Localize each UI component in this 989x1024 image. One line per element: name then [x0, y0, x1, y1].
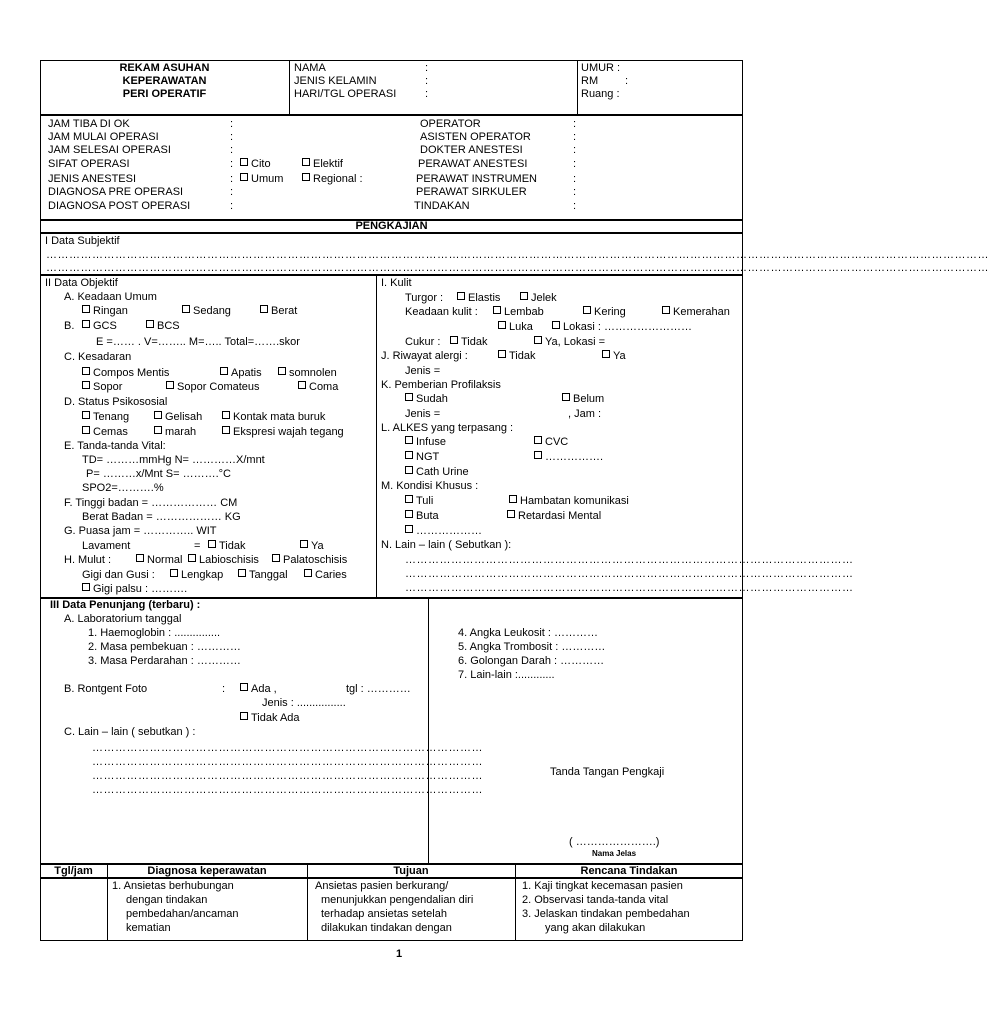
checkbox-icon [509, 495, 517, 503]
ekspresi-checkbox[interactable]: Ekspresi wajah tegang [222, 426, 344, 439]
trombosit-field[interactable]: 5. Angka Trombosit : ………… [458, 641, 606, 653]
checkbox-icon [507, 510, 515, 518]
checkbox-icon [450, 336, 458, 344]
checkbox-icon [405, 510, 413, 518]
checkbox-icon [82, 367, 90, 375]
checkbox-icon [82, 381, 90, 389]
b-label: B. [64, 320, 75, 332]
checkbox-icon [240, 683, 248, 691]
nama-label: NAMA [294, 62, 326, 74]
lain-lain-label: N. Lain – lain ( Sebutkan ): [381, 539, 512, 551]
rm-label: RM [581, 75, 599, 87]
keadaan-umum-label: A. Keadaan Umum [64, 291, 157, 303]
vital-label: E. Tanda-tanda Vital: [64, 440, 166, 452]
checkbox-icon [662, 306, 670, 314]
labioschisis-checkbox[interactable]: Labioschisis [188, 554, 259, 567]
umum-checkbox[interactable]: Umum [240, 173, 283, 186]
umur-label: UMUR : [581, 62, 621, 74]
checkbox-icon [534, 336, 542, 344]
cath-urine-checkbox[interactable]: Cath Urine [405, 466, 469, 479]
kering-checkbox[interactable]: Kering [583, 306, 626, 319]
operator-label: OPERATOR [420, 118, 481, 130]
evm-field[interactable]: E =…… . V=…….. M=….. Total=…….skor [96, 336, 300, 348]
penunjang-lain-line-1[interactable]: ………………………………………………………………………………………… [92, 742, 483, 754]
checkbox-icon [405, 525, 413, 533]
subjektif-line-1[interactable]: ………………………………………………………………………………………………………………………………………………………………………………………………………………………… [46, 249, 989, 261]
rontgent-colon: : [222, 683, 226, 695]
checkbox-icon [405, 393, 413, 401]
masa-perdarahan-field[interactable]: 3. Masa Perdarahan : ………… [88, 655, 241, 667]
kontak-mata-checkbox[interactable]: Kontak mata buruk [222, 411, 325, 424]
rontgent-tgl-field[interactable]: tgl : ………… [346, 683, 411, 695]
haemoglobin-field[interactable]: 1. Haemoglobin : ............... [88, 627, 221, 639]
checkbox-icon [82, 411, 90, 419]
turgor-label: Turgor : [405, 292, 444, 304]
sopor-comateus-checkbox[interactable]: Sopor Comateus [166, 381, 260, 394]
p-suhu-field[interactable]: P= ………x/Mnt S= ……….°C [86, 468, 231, 480]
pengkajian-heading: PENGKAJIAN [355, 220, 428, 232]
diagnosa-line-4: kematian [126, 922, 171, 934]
ada-checkbox[interactable]: Ada , [240, 683, 277, 696]
rencana-line-2: 2. Observasi tanda-tanda vital [522, 894, 669, 906]
diagnosa-line-1: 1. Ansietas berhubungan [112, 880, 234, 892]
masa-pembekuan-field[interactable]: 2. Masa pembekuan : ………… [88, 641, 241, 653]
tenang-checkbox[interactable]: Tenang [82, 411, 129, 424]
belum-checkbox[interactable]: Belum [562, 393, 604, 406]
berat-badan-field[interactable]: Berat Badan = ……………… KG [82, 511, 241, 523]
checkbox-icon [82, 426, 90, 434]
lab-lain-field[interactable]: 7. Lain-lain :............ [458, 669, 555, 681]
apatis-checkbox[interactable]: Apatis [220, 367, 262, 380]
cito-checkbox[interactable]: Cito [240, 158, 271, 171]
checkbox-icon [166, 381, 174, 389]
jenis-anestesi-label: JENIS ANESTESI [48, 173, 137, 185]
subjektif-line-2[interactable]: ………………………………………………………………………………………………………………………………………………………………………………………………………………………… [46, 262, 989, 274]
kesadaran-label: C. Kesadaran [64, 351, 132, 363]
ruang-label: Ruang : [581, 88, 620, 100]
buta-checkbox[interactable]: Buta [405, 510, 439, 523]
palatoschisis-checkbox[interactable]: Palatoschisis [272, 554, 347, 567]
checkbox-icon [405, 436, 413, 444]
elektif-checkbox[interactable]: Elektif [302, 158, 343, 171]
lembab-checkbox[interactable]: Lembab [493, 306, 544, 319]
checkbox-icon [534, 436, 542, 444]
checkbox-icon [602, 350, 610, 358]
checkbox-icon [405, 451, 413, 459]
kondisi-lain-checkbox[interactable]: ……………… [405, 525, 482, 538]
rencana-line-4: yang akan dilakukan [545, 922, 646, 934]
gelisah-checkbox[interactable]: Gelisah [154, 411, 202, 424]
laboratorium-label: A. Laboratorium tanggal [64, 613, 182, 625]
compos-mentis-checkbox[interactable]: Compos Mentis [82, 367, 169, 380]
lavament-tidak-checkbox[interactable]: Tidak [208, 540, 246, 553]
spo2-field[interactable]: SPO2=……….% [82, 482, 164, 494]
checkbox-icon [493, 306, 501, 314]
checkbox-icon [278, 367, 286, 375]
diagnosa-pre-label: DIAGNOSA PRE OPERASI [48, 186, 184, 198]
lavament-label: Lavament [82, 540, 131, 552]
sedang-checkbox[interactable]: Sedang [182, 305, 231, 318]
tanda-tangan-label: Tanda Tangan Pengkaji [550, 766, 665, 778]
kondisi-khusus-label: M. Kondisi Khusus : [381, 480, 479, 492]
lengkap-checkbox[interactable]: Lengkap [170, 569, 223, 582]
gigi-palsu-checkbox[interactable]: Gigi palsu : ………. [82, 583, 187, 596]
sopor-checkbox[interactable]: Sopor [82, 381, 122, 394]
checkbox-icon [260, 305, 268, 313]
checkbox-icon [208, 540, 216, 548]
jam-selesai-label: JAM SELESAI OPERASI [48, 144, 171, 156]
riwayat-alergi-label: J. Riwayat alergi : [381, 350, 468, 362]
rontgent-jenis-field[interactable]: Jenis : ................ [262, 697, 346, 709]
sifat-operasi-label: SIFAT OPERASI [48, 158, 130, 170]
coma-checkbox[interactable]: Coma [298, 381, 338, 394]
checkbox-icon [240, 158, 248, 166]
tindakan-label: TINDAKAN [414, 200, 470, 212]
tidak-ada-checkbox[interactable]: Tidak Ada [240, 712, 300, 725]
somnolen-checkbox[interactable]: somnolen [278, 367, 337, 380]
jenis-kelamin-label: JENIS KELAMIN [294, 75, 377, 87]
penunjang-lain-line-3[interactable]: ………………………………………………………………………………………… [92, 770, 483, 782]
checkbox-icon [457, 292, 465, 300]
perawat-anestesi-label: PERAWAT ANESTESI [418, 158, 528, 170]
alkes-label: L. ALKES yang terpasang : [381, 422, 514, 434]
ringan-checkbox[interactable]: Ringan [82, 305, 128, 318]
checkbox-icon [170, 569, 178, 577]
checkbox-icon [222, 411, 230, 419]
asisten-operator-label: ASISTEN OPERATOR [420, 131, 531, 143]
caries-checkbox[interactable]: Caries [304, 569, 347, 582]
golongan-darah-field[interactable]: 6. Golongan Darah : ………… [458, 655, 605, 667]
lain-lain-line-3[interactable]: ……………………………………………………………………………………………………… [405, 582, 854, 594]
jam-mulai-label: JAM MULAI OPERASI [48, 131, 159, 143]
retardasi-checkbox[interactable]: Retardasi Mental [507, 510, 601, 523]
checkbox-icon [82, 305, 90, 313]
form-title-1: REKAM ASUHAN [119, 62, 210, 74]
col-rencana: Rencana Tindakan [580, 865, 678, 877]
puasa-jam-field[interactable]: G. Puasa jam = ………….. WIT [64, 525, 217, 537]
checkbox-icon [182, 305, 190, 313]
tujuan-line-4: dilakukan tindakan dengan [321, 922, 452, 934]
jelek-checkbox[interactable]: Jelek [520, 292, 557, 305]
hambatan-checkbox[interactable]: Hambatan komunikasi [509, 495, 629, 508]
kulit-label: I. Kulit [381, 277, 412, 289]
checkbox-icon [304, 569, 312, 577]
rencana-line-3: 3. Jelaskan tindakan pembedahan [522, 908, 690, 920]
jenis-profilaksis-field[interactable]: Jenis = [405, 408, 441, 420]
penunjang-title: III Data Penunjang (terbaru) : [50, 599, 201, 611]
hari-tgl-label: HARI/TGL OPERASI [294, 88, 397, 100]
checkbox-icon [240, 173, 248, 181]
alergi-tidak-checkbox[interactable]: Tidak [498, 350, 536, 363]
form-title-3: PERI OPERATIF [122, 88, 207, 100]
checkbox-icon [552, 321, 560, 329]
checkbox-icon [302, 158, 310, 166]
objektif-title: II Data Objektif [45, 277, 118, 289]
dokter-anestesi-label: DOKTER ANESTESI [420, 144, 523, 156]
checkbox-icon [82, 583, 90, 591]
gcs-checkbox[interactable]: GCS [82, 320, 117, 333]
gigi-gusi-label: Gigi dan Gusi : [82, 569, 155, 581]
penunjang-lain-label: C. Lain – lain ( sebutkan ) : [64, 726, 196, 738]
keadaan-kulit-label: Keadaan kulit : [405, 306, 478, 318]
marah-checkbox[interactable]: marah [154, 426, 196, 439]
checkbox-icon [405, 495, 413, 503]
checkbox-icon [498, 350, 506, 358]
lokasi-field[interactable]: Lokasi : …………………… [552, 321, 692, 334]
mulut-label: H. Mulut : [64, 554, 112, 566]
kemerahan-checkbox[interactable]: Kemerahan [662, 306, 730, 319]
regional-checkbox[interactable]: Regional : [302, 173, 363, 186]
checkbox-icon [82, 320, 90, 328]
checkbox-icon [302, 173, 310, 181]
alergi-ya-checkbox[interactable]: Ya [602, 350, 626, 363]
checkbox-icon [238, 569, 246, 577]
col-tgl-jam: Tgl/jam [54, 865, 93, 877]
td-nadi-field[interactable]: TD= ………mmHg N= …………X/mnt [82, 454, 265, 466]
jam-profilaksis-field[interactable]: , Jam : [568, 408, 602, 420]
checkbox-icon [534, 451, 542, 459]
nama-jelas-label: Nama Jelas [592, 849, 637, 858]
diagnosa-line-3: pembedahan/ancaman [126, 908, 239, 920]
col-tujuan: Tujuan [393, 865, 429, 877]
penunjang-lain-line-4[interactable]: ………………………………………………………………………………………… [92, 784, 483, 796]
penunjang-lain-line-2[interactable]: ………………………………………………………………………………………… [92, 756, 483, 768]
perawat-instrumen-label: PERAWAT INSTRUMEN [416, 173, 538, 185]
checkbox-icon [146, 320, 154, 328]
checkbox-icon [222, 426, 230, 434]
cemas-checkbox[interactable]: Cemas [82, 426, 128, 439]
checkbox-icon [520, 292, 528, 300]
checkbox-icon [272, 554, 280, 562]
tuli-checkbox[interactable]: Tuli [405, 495, 433, 508]
tujuan-line-3: terhadap ansietas setelah [321, 908, 447, 920]
jenis-alergi-field[interactable]: Jenis = [405, 365, 441, 377]
tanggal-checkbox[interactable]: Tanggal [238, 569, 288, 582]
lain-lain-line-2[interactable]: ……………………………………………………………………………………………………… [405, 568, 854, 580]
luka-checkbox[interactable]: Luka [498, 321, 533, 334]
subjektif-label: I Data Subjektif [45, 235, 120, 247]
diagnosa-line-2: dengan tindakan [126, 894, 208, 906]
alkes-lain-checkbox[interactable]: ……………. [534, 451, 603, 464]
cukur-ya-checkbox[interactable]: Ya, Lokasi = [534, 336, 605, 349]
rencana-line-1: 1. Kaji tingkat kecemasan pasien [522, 880, 683, 892]
psikososial-label: D. Status Psikososial [64, 396, 168, 408]
checkbox-icon [154, 426, 162, 434]
profilaksis-label: K. Pemberian Profilaksis [381, 379, 501, 391]
ngt-checkbox[interactable]: NGT [405, 451, 439, 464]
checkbox-icon [240, 712, 248, 720]
bcs-checkbox[interactable]: BCS [146, 320, 180, 333]
perawat-sirkuler-label: PERAWAT SIRKULER [416, 186, 527, 198]
rontgent-label: B. Rontgent Foto [64, 683, 148, 695]
tujuan-line-2: menunjukkan pengendalian diri [321, 894, 474, 906]
diagnosa-post-label: DIAGNOSA POST OPERASI [48, 200, 191, 212]
checkbox-icon [298, 381, 306, 389]
cukur-tidak-checkbox[interactable]: Tidak [450, 336, 488, 349]
lavament-equals: = [194, 540, 201, 552]
checkbox-icon [583, 306, 591, 314]
tujuan-line-1: Ansietas pasien berkurang/ [315, 880, 449, 892]
checkbox-icon [188, 554, 196, 562]
jam-tiba-label: JAM TIBA DI OK [48, 118, 130, 130]
elastis-checkbox[interactable]: Elastis [457, 292, 500, 305]
infuse-checkbox[interactable]: Infuse [405, 436, 446, 449]
checkbox-icon [405, 466, 413, 474]
checkbox-icon [220, 367, 228, 375]
col-diagnosa: Diagnosa keperawatan [147, 865, 267, 877]
leukosit-field[interactable]: 4. Angka Leukosit : ………… [458, 627, 599, 639]
checkbox-icon [562, 393, 570, 401]
cvc-checkbox[interactable]: CVC [534, 436, 568, 449]
checkbox-icon [498, 321, 506, 329]
berat-checkbox[interactable]: Berat [260, 305, 297, 318]
checkbox-icon [154, 411, 162, 419]
form-title-2: KEPERAWATAN [122, 75, 207, 87]
normal-checkbox[interactable]: Normal [136, 554, 182, 567]
lain-lain-line-1[interactable]: ……………………………………………………………………………………………………… [405, 554, 854, 566]
cukur-label: Cukur : [405, 336, 441, 348]
checkbox-icon [300, 540, 308, 548]
sudah-checkbox[interactable]: Sudah [405, 393, 448, 406]
tinggi-badan-field[interactable]: F. Tinggi badan = ……………… CM [64, 497, 238, 509]
lavament-ya-checkbox[interactable]: Ya [300, 540, 324, 553]
signature-name-field[interactable]: ( ………………….) [569, 836, 660, 848]
checkbox-icon [136, 554, 144, 562]
page-number: 1 [396, 948, 403, 960]
